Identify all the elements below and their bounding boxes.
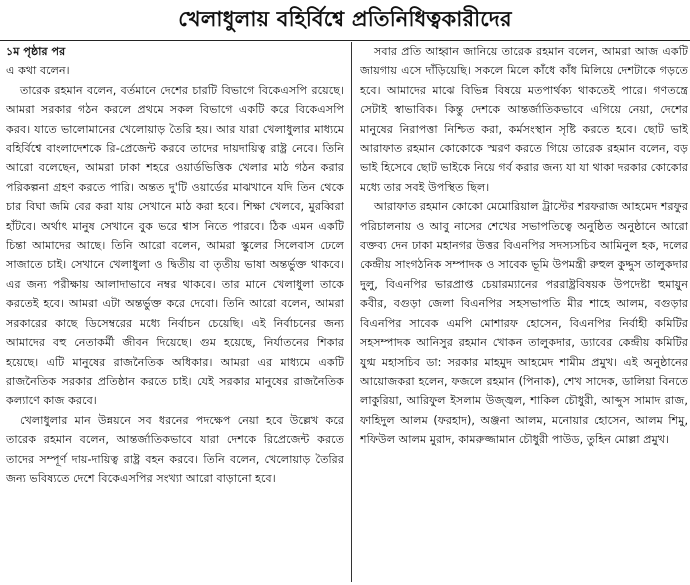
left-column <box>6 42 344 582</box>
paragraph: সবার প্রতি আহ্বান জানিয়ে তারেক রহমান বলেন, আমরা আজ একটি জায়গায় এসে দাঁড়িয়েছি। সকলে মিলে কাঁধে কাঁধ মিলিয়ে দেশটাকে গড়তে হবে। আমাদের মাঝে বিভিন্ন বিষয়ে মতপার্থক্য থাকতেই পারে। গণতন্ত্রে সেটাই স্বাভাবিক। কিন্তু দেশকে আন্তর্জাতিকভাবে এগিয়ে নেয়া, দেশের মানুষের নিরাপত্তা নিশ্চিত করা, কর্মসংস্থান সৃষ্টি করতে হবে। ছোট ভাই আরাফাত রহমান কোকোকে স্মরণ করতে গিয়ে তারেক রহমান বলেন, বড় ভাই হিসেবে ছোট ভাইকে নিয়ে গর্ব করার জন্য যা যা থাকা দরকার কোকোর মধ্যে তার সবই উপস্থিত ছিল। <box>360 45 688 194</box>
paragraph: আরাফাত রহমান কোকো মেমোরিয়াল ট্রাস্টের শরফরাজ আহমেদ শরফুর পরিচালনায় ও আবু নাসের শেখের সভাপতিত্বে অনুষ্ঠিত অনুষ্ঠানে আরো বক্তব্য দেন ঢাকা মহানগর উত্তর বিএনপির সদস্যসচিব আমিনুল হক, দলের কেন্দ্রীয় সাংগঠনিক সম্পাদক ও সাবেক ভূমি উপমন্ত্রী রুহুল কুদ্দুস তালুকদার দুলু, বিএনপির ভারপ্রাপ্ত চেয়ারম্যানের পররাষ্ট্রবিষয়ক উপদেষ্টা হুমায়ুন কবীর, বগুড়া জেলা বিএনপির সহসভাপতি মীর শাহে আলম, বগুড়ার বিএনপির সাবেক এমপি মোশারফ হোসেন, বিএনপির নির্বাহী কমিটির সহসম্পাদক আনিসুর রহমান খোকন তালুকদার, ড্যাবের কেন্দ্রীয় কমিটির যুগ্ম মহাসচিব ডা: সরকার মাহমুদ আহমেদ শামীম প্রমুখ। এই অনুষ্ঠানের আয়োজকরা হলেন, ফজলে রহমান (পিনাক), শেখ সাদেক, ডালিয়া বিনতে লাকুরিয়া, আরিফুল ইসলাম উজ্জ্বল, শাকিল চৌধুরী, আব্দুস সামাদ রাজ, ফাহিদুল আলম (ফরহাদ), অঞ্জনা আলম, মনোয়ার হোসেন, আলম শিমু, শফিউল আলম মুরাদ, কামরুজ্জামান চৌধুরী পাউড, তুহিন মোল্লা প্রমুখ। <box>360 200 688 447</box>
paragraph: খেলাধুলার মান উন্নয়নে সব ধরনের পদক্ষেপ নেয়া হবে উল্লেখ করে তারেক রহমান বলেন, আন্তর্জাতিকভাবে যারা দেশকে রিপ্রেজেন্ট করতে তাদের সম্পূর্ণ দায়-দায়িত্ব রাষ্ট্র বহন করবে। তিনি বলেন, খেলোয়াড় তৈরির জন্য ভবিষ্যতে দেশে বিকেএসপির সংখ্যা আরো বাড়ানো হবে। <box>6 413 344 485</box>
paragraph: এ কথা বলেন। <box>6 64 70 78</box>
right-column <box>360 42 688 582</box>
headline: খেলাধুলায় বহির্বিশ্বে প্রতিনিধিত্বকারীদের <box>178 7 512 31</box>
paragraph: তারেক রহমান বলেন, বর্তমানে দেশের চারটি বিভাগে বিকেএসপি রয়েছে। আমরা সরকার গঠন করলে প্রথমে সকল বিভাগে একটি করে বিকেএসপি করব। যাতে ভালোমানের খেলোয়াড় তৈরি হয়। আর যারা খেলাধুলার মাধ্যমে বহির্বিশ্বে বাংলাদেশকে রি-প্রেজেন্ট করবে তাদের দায়দায়িত্ব রাষ্ট্র নেবে। তিনি আরো বলেছেন, আমরা ঢাকা শহরে ওয়ার্ডভিত্তিক খেলার মাঠ গঠন করার পরিকল্পনা গ্রহণ করতে পারি। অন্তত দু'টি ওয়ার্ডের মাঝখানে যদি তিন থেকে চার বিঘা জমি বের করা যায় সেখানে মাঠ করা হবে। শিক্ষা খেলবে, মুরব্বিরা হাঁটবে। অর্থাৎ মানুষ সেখানে বুক ভরে শ্বাস নিতে পারবে। ঠিক এমন একটি চিন্তা আমাদের আছে। তিনি আরো বলেন, আমরা স্কুলের সিলেবাস ঢেলে সাজাতে চাই। সেখানে খেলাধুলা ও দ্বিতীয় বা তৃতীয় ভাষা অন্তর্ভুক্ত থাকবে। এর জন্য পরীক্ষায় আলাদাভাবে নম্বর থাকবে। তার মানে খেলাধুলা তাকে করতেই হবে। আমরা এটা অন্তর্ভুক্ত করে দেবো। তিনি আরো বলেন, আমরা সরকারের কাছে ডিসেম্বরের মধ্যে নির্বাচন চেয়েছি। এই নির্বাচনের জন্য আমাদের বহু নেতাকর্মী জীবন দিয়েছে। গুম হয়েছে, নির্যাতনের শিকার হয়েছে। এটি মানুষের রাজনৈতিক অধিকার। আমরা এর মাধ্যমে একটি রাজনৈতিক সরকার প্রতিষ্ঠান করতে চাই। যেই সরকার মানুষের রাজনৈতিক কল্যাণে কাজ করবে। <box>6 83 344 408</box>
headline-rule <box>0 40 690 41</box>
column-divider <box>351 42 352 582</box>
continued-from-label: ১ম পৃষ্ঠার পর <box>6 45 66 58</box>
